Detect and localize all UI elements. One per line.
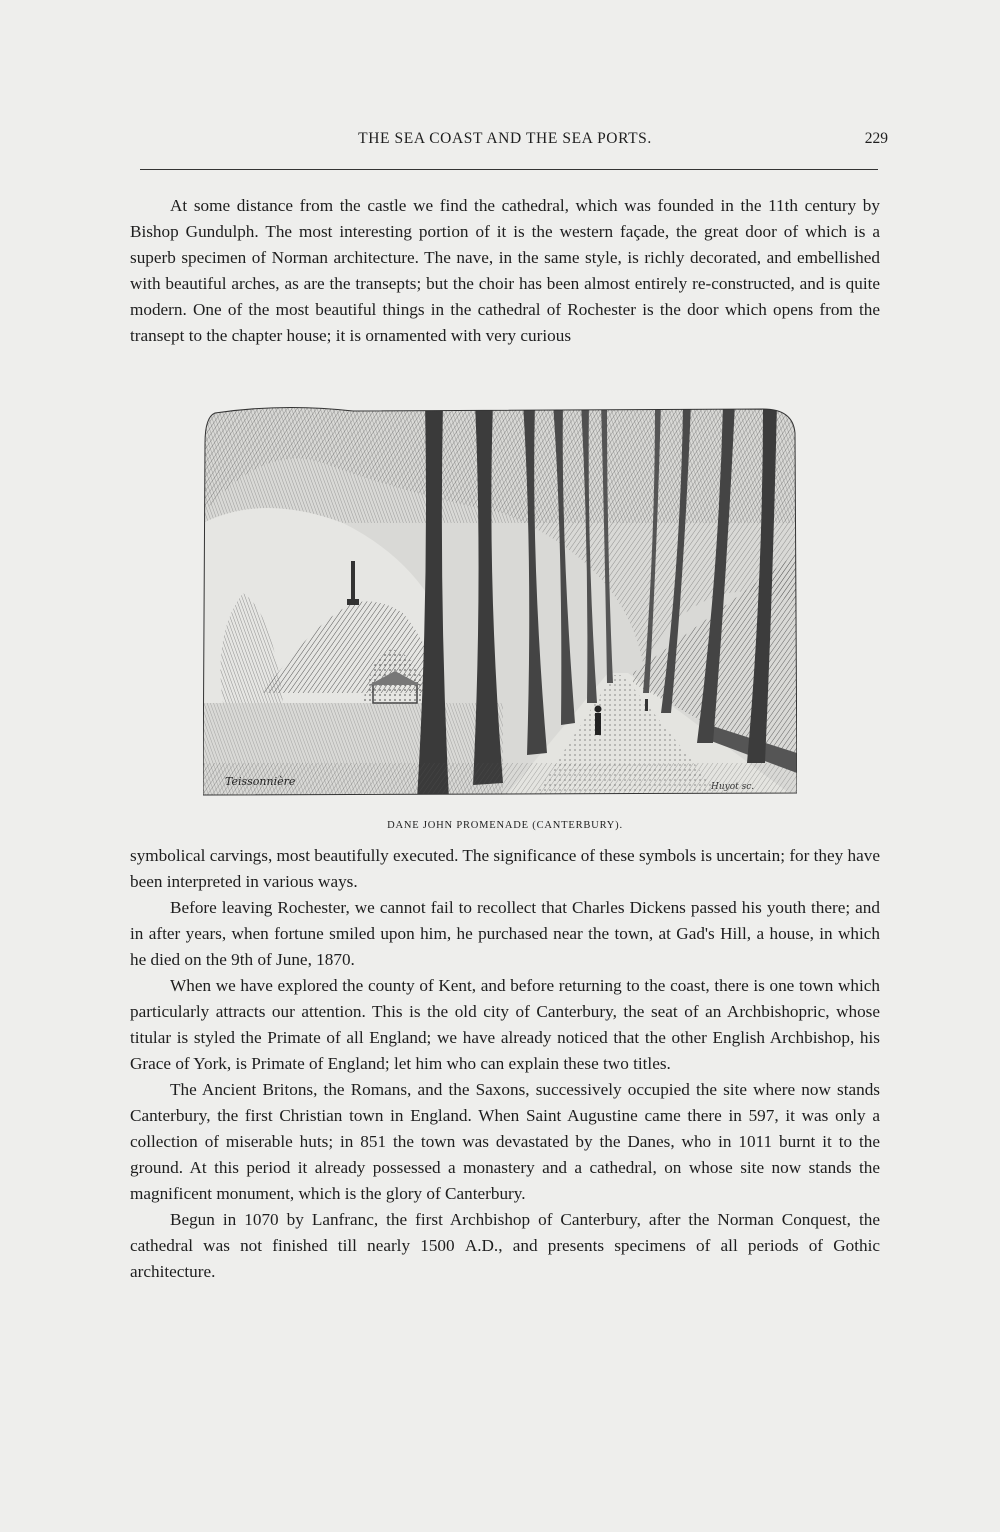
paragraph-canterbury: When we have explored the county of Kent, and before returning to the coast, there is one town which particularly attracts our attention. This is the old city of Canterbury, the seat of an Archbishopric, whose titular is styled the Primate of all England; we have already noticed that the other English Archbishop, his Grace of York, is Primate of England; let him who can explain these two titles. (130, 976, 880, 1073)
paragraph-dickens: Before leaving Rochester, we cannot fail to recollect that Charles Dickens passed his youth there; and in after years, when fortune smiled upon him, he purchased near the town, at Gad's Hill, a house, in which he died on the 9th of June, 1870. (130, 898, 880, 969)
figure-caption: DANE JOHN PROMENADE (CANTERBURY). (387, 820, 623, 831)
text-block-bottom (130, 843, 880, 1285)
paragraph-carvings: symbolical carvings, most beautifully executed. The significance of these symbols is uncertain; for they have been interpreted in various ways. (130, 846, 880, 891)
paragraph-cathedral: At some distance from the castle we find the cathedral, which was founded in the 11th century by Bishop Gundulph. The most interesting portion of it is the western façade, the great door of which is a superb specimen of Norman architecture. The nave, in the same style, is richly decorated, and embellished with beautiful arches, as are the transepts; but the choir has been almost entirely re-constructed, and is quite modern. One of the most beautiful things in the cathedral of Rochester is the door which opens from the transept to the chapter house; it is ornamented with very curious (130, 196, 880, 345)
era-abbreviation: A.D. (464, 1236, 499, 1255)
lanfranc-text-start: Begun in 1070 by Lanfranc, the first Archbishop of Canterbury, after the Norman Conquest, the cathedral was not finished till nearly 1500 (130, 1210, 880, 1255)
text-block-top (130, 193, 880, 349)
artist-signature: Teissonnière (225, 775, 296, 788)
engraving-figure (203, 403, 797, 799)
page-number: 229 (864, 130, 888, 147)
header-rule (140, 169, 878, 170)
lanfranc-text-end: , and presents specimens of all periods of Gothic architecture. (130, 1236, 880, 1281)
paragraph-history: The Ancient Britons, the Romans, and the Saxons, successively occupied the site where now stands Canterbury, the first Christian town in England. When Saint Augustine came there in 597, it was only a collection of miserable huts; in 851 the town was devastated by the Danes, who in 1011 burnt it to the ground. At this period it already possessed a monastery and a cathedral, on whose site now stands the magnificent monument, which is the glory of Canterbury. (130, 1080, 880, 1203)
running-title: THE SEA COAST AND THE SEA PORTS. (358, 130, 652, 147)
promenade-engraving (203, 403, 797, 799)
paragraph-lanfranc (130, 1207, 880, 1285)
running-head (130, 130, 888, 154)
engraver-signature: Huyot sc. (711, 782, 755, 792)
